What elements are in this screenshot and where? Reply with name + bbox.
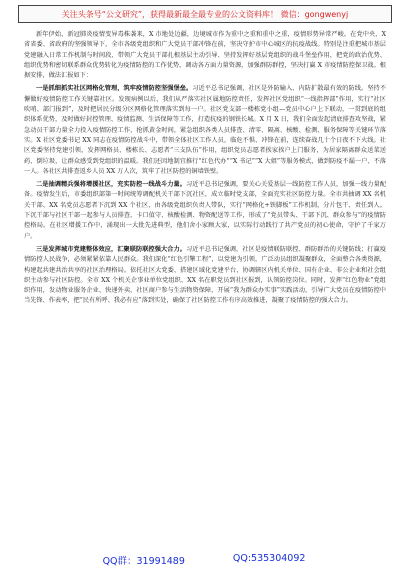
paragraph	[24, 180, 386, 242]
banner-text: 关注头条号“公文研究”，获得最新最全最专业的公文资料库！ 微信：gongwenyj	[61, 9, 349, 19]
paragraph-text: 习近平总书记强调，要关心关爱基层一线防控工作人员，加强一线力量配备。疫情发生后，市委组织部第一时间统筹调配机关干部下沉社区，成立临时党支部，全面充实社区防控力量。全市共抽调 XX 名机关干部、XX 名党员志愿者下沉到 XX 个社区，由各级党组织负责人带队，实行“网格化+铁脚板”工作机制，分片包干、责任到人。下沉干部与社区干部一起参与人员排查、卡口值守、核酸检测、物资配送等工作，形成了“党员带头、干部下沉、群众参与”的疫情防控格局。在社区增援工作中，涌现出一大批先进典型，他们舍小家顾大家，以实际行动践行了共产党员的初心使命，守护了千家万户。	[24, 181, 386, 240]
paragraph-text: 习近平总书记强调，社区是疫情联防联控、群防群治的关键防线；打赢疫情防控人民战争，必须紧紧依靠人民群众。我们深化“红色引擎工程”，以党建为引领，广泛动员组织凝聚群众，全面整合各类资源，构建起共建共治共享的社区治理格局。依托社区大党委、搭建区域化党建平台，协调辖区内机关单位、国有企业、非公企业和社会组织主动参与社区防控。全市 XX 个机关企事业单位党组织、XX 名在职党员到社区报到，认领防控岗位。同时，发挥“红色物业”党组织作用，发动物业服务企业、快递外卖、社区商户参与生活物资保障，开展“我为群众办实事”实践活动，引导广大党员在疫情防控中当先锋、作表率，把“民有所呼、我必有应”落到实处，确保了社区防控工作有序高效推进，凝聚了疫情防控的强大合力。	[24, 245, 386, 305]
footer-contacts	[0, 553, 408, 569]
paragraph	[24, 30, 386, 81]
section-heading: 一是抓细抓实社区网格化管理，筑牢疫情防控坚强堡垒。	[36, 85, 193, 93]
qq-group-text: QQ群：31991489	[102, 556, 185, 567]
paragraph	[24, 245, 386, 307]
section-heading: 二是抽调精兵强将增援社区，充实防控一线战斗力量。	[36, 181, 187, 189]
paragraph-text: 新年伊始，新冠肺炎疫情变异毒株袭来，X 市地处边疆，边境城市作为重中之重和重中之重，疫情形势异常严峻。在党中央、X 省省委、省政府的坚强领导下，全市各级党组织和广大党员干部冲锋在前，坚决守护市中心城区的抗疫战线。特别是注重把城市基层党建融入日常工作机制与时间段、带领广大党员干部扎根基层主动引导、坚持发挥好基层党组织的战斗堡垒作用，把党的政治优势、组织优势和密切联系群众优势转化为疫情防控的工作优势，调动各方面力量资源，加强群防群控，坚决打赢 X 市疫情防控保卫战。根据安排，做法汇报如下：	[24, 31, 386, 80]
qq-number-text: QQ:535304092	[232, 553, 306, 564]
paragraph	[24, 84, 386, 177]
paragraph-text: 习近平总书记强调，社区是外防输入、内防扩散最有效的防线。坚持不懈做好疫情防控工作关键靠社区。发现病例以后，我们从严落实社区属地防控责任，发挥社区党组织“一线指挥部”作用，实行“社区吹哨、部门报到”，及时把居民分级分区网格化管理落实到每一户。社区党支部一楼栋党小组—党员中心户上下联动，一贯到底的组织体系优势，及时做好封控管理、疫情监测、生活保障等工作，打造抗疫的钢铁长城。X 月 X 日，我们全面发起清底排查攻坚战，紧急动员干部力量全力投入疫情防控工作，抢抓黄金时间，紧急组织各类人员排查、清零、隔离、核酸、检测、服务保障等关键环节落实。X 社区党委书记 XX 同志在疫情防控战斗中，带领全体社区工作人员，临危不惧、冲锋在前，连续奋战几十个日夜不下火线。社区党委坚持党建引领，发挥网格员、楼栋长、志愿者“三支队伍”作用，组织党员志愿者挨家挨户上门服务，为居家隔离群众送菜送药、倒垃圾，让群众感受到党组织的温暖。我们还因地制宜推行“红色代办”“X 书记”“X 大姐”等服务模式，做到防疫不漏一户、不落一人。各社区共排查返乡人员 XX 万人次，筑牢了社区防控的铜墙铁壁。	[24, 85, 386, 175]
header-banner	[18, 5, 392, 23]
document-body	[24, 30, 386, 540]
section-heading: 三是发挥城市党建整体效应，汇聚联防联控强大合力。	[36, 245, 187, 253]
